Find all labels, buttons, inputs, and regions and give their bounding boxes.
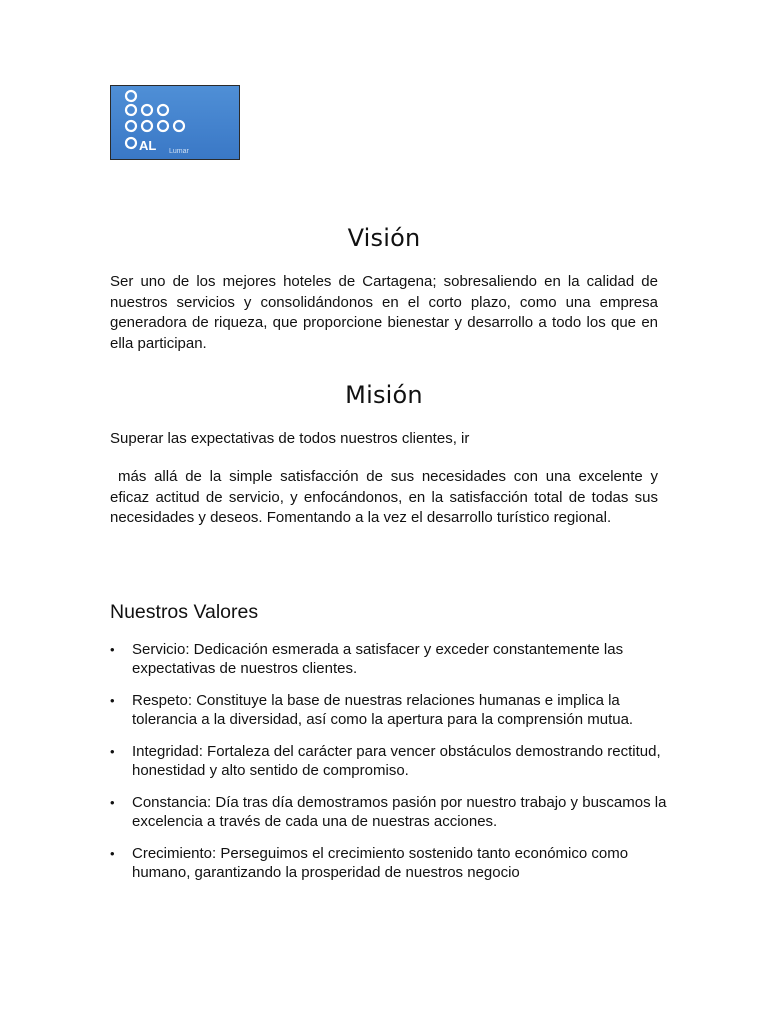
bullet: • bbox=[110, 846, 115, 861]
mision-paragraph bbox=[110, 467, 658, 529]
list-item-text: Constancia: Día tras día demostramos pasión por nuestro trabajo y buscamos la excelencia a través de cada una de nuestras acciones. bbox=[132, 794, 667, 830]
list-item bbox=[110, 845, 670, 882]
bullet: • bbox=[110, 795, 115, 810]
logo-subtext: Lumar bbox=[169, 148, 189, 155]
list-item bbox=[110, 692, 670, 729]
logo-rings-graphic bbox=[111, 86, 239, 159]
logo-text: AL bbox=[139, 138, 157, 153]
valores-list bbox=[110, 641, 670, 896]
mision-first-line: Superar las expectativas de todos nuestros clientes, ir bbox=[110, 430, 470, 447]
list-item-text: Crecimiento: Perseguimos el crecimiento sostenido tanto económico como humano, garantizando la prosperidad de nuestros negocio bbox=[132, 845, 629, 881]
list-item-text: Respeto: Constituye la base de nuestras relaciones humanas e implica la tolerancia a la diversidad, así como la apertura para la comprensión mutua. bbox=[132, 692, 634, 728]
bullet: • bbox=[110, 642, 115, 657]
vision-heading: Visión bbox=[347, 224, 421, 252]
hotel-logo bbox=[110, 85, 240, 160]
bullet: • bbox=[110, 693, 115, 708]
bullet: • bbox=[110, 744, 115, 759]
list-item bbox=[110, 641, 670, 678]
list-item-text: Integridad: Fortaleza del carácter para vencer obstáculos demostrando rectitud, honestidad y alto sentido de compromiso. bbox=[132, 743, 661, 779]
mision-paragraph-text: más allá de la simple satisfacción de sus necesidades con una excelente y eficaz actitud de servicio, y enfocándonos, en la satisfacción total de todas sus necesidades y deseos. Fomentando a la vez el desarrollo turístico regional. bbox=[110, 468, 658, 526]
list-item bbox=[110, 794, 670, 831]
list-item-text: Servicio: Dedicación esmerada a satisfacer y exceder constantemente las expectativas de nuestros clientes. bbox=[132, 641, 624, 677]
list-item bbox=[110, 743, 670, 780]
valores-heading: Nuestros Valores bbox=[110, 601, 259, 623]
mision-heading: Misión bbox=[345, 381, 423, 409]
vision-paragraph: Ser uno de los mejores hoteles de Cartagena; sobresaliendo en la calidad de nuestros servicios y consolidándonos en el corto plazo, como una empresa generadora de riqueza, que proporcione bienestar y desarrollo a todo los que en ella participan. bbox=[110, 273, 658, 352]
